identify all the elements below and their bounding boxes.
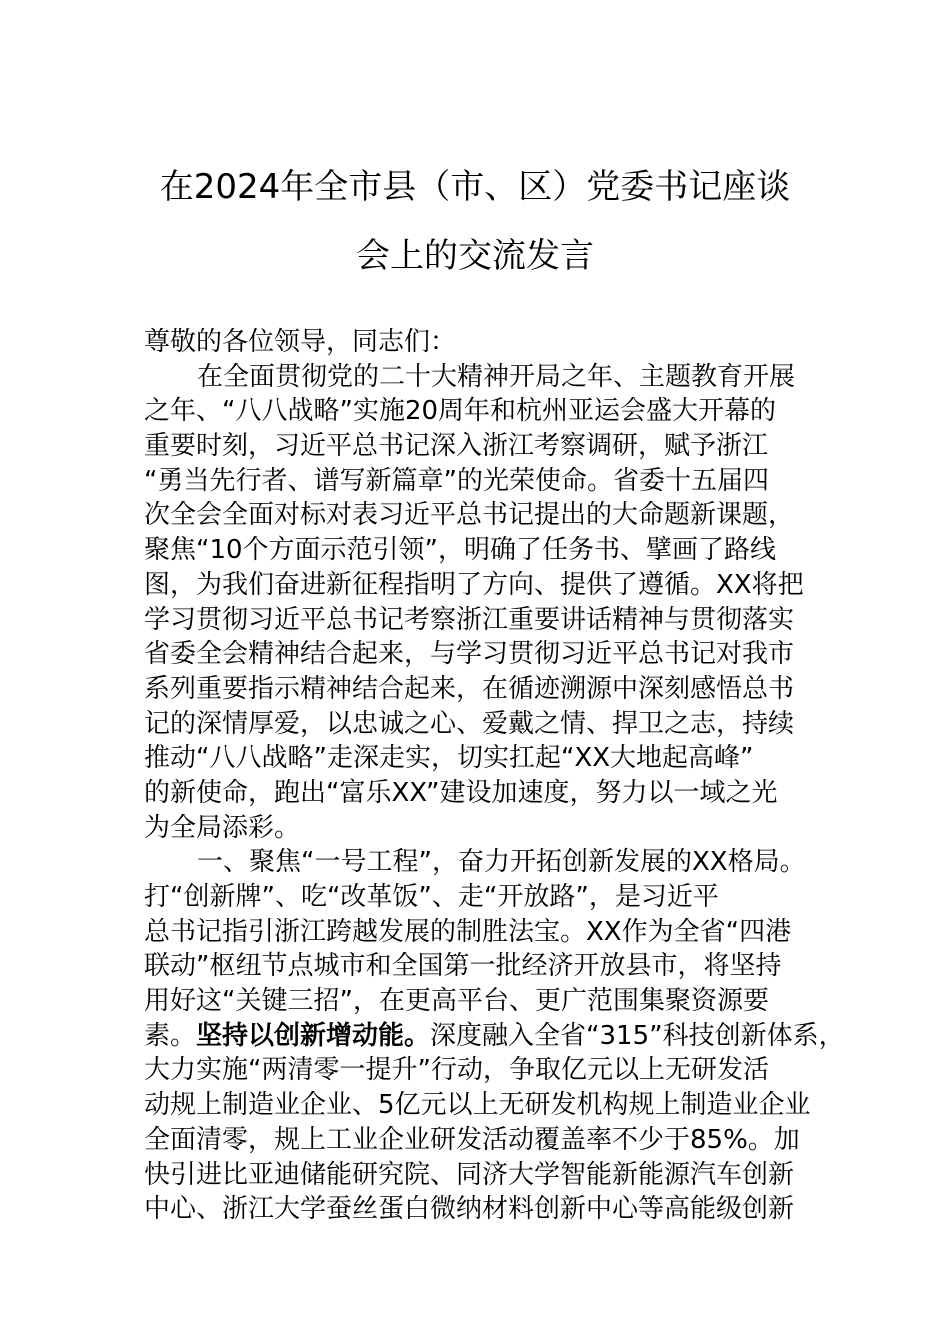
paragraph-line: “勇当先行者、谱写新篇章”的光荣使命。省委十五届四 bbox=[144, 465, 769, 496]
paragraph-line: 推动“八八战略”走深走实，切实扛起“XX大地起高峰” bbox=[144, 743, 754, 774]
paragraph-line: 聚焦“10个方面示范引领”，明确了任务书、擘画了路线 bbox=[144, 535, 777, 566]
paragraph-line: 大力实施“两清零一提升”行动，争取亿元以上无研发活 bbox=[144, 1055, 769, 1086]
paragraph-line: 系列重要指示精神结合起来，在循迹溯源中深刻感悟总书 bbox=[144, 673, 795, 704]
paragraph-1 bbox=[144, 360, 834, 846]
document-title-line-1: 在2024年全市县（市、区）党委书记座谈 bbox=[159, 167, 791, 207]
paragraph-line-mixed bbox=[144, 1019, 845, 1054]
paragraph-line: 全面清零，规上工业企业研发活动覆盖率不少于85%。加 bbox=[144, 1124, 800, 1155]
paragraph-line: 记的深情厚爱，以忠诚之心、爱戴之情、捍卫之志，持续 bbox=[144, 708, 795, 739]
text-run: 素。 bbox=[144, 1020, 197, 1051]
paragraph-line: 省委全会精神结合起来，与学习贯彻习近平总书记对我市 bbox=[144, 639, 795, 670]
paragraph-2 bbox=[144, 845, 845, 1227]
text-run: 深度融入全省“315”科技创新体系， bbox=[430, 1020, 845, 1051]
document-body bbox=[144, 325, 845, 1227]
bold-subheading: 坚持以创新增动能。 bbox=[196, 1020, 431, 1051]
greeting: 尊敬的各位领导，同志们： bbox=[144, 327, 457, 357]
paragraph-line: 次全会全面对标对表习近平总书记提出的大命题新课题， bbox=[144, 500, 795, 531]
paragraph-line: 中心、浙江大学蚕丝蛋白微纳材料创新中心等高能级创新 bbox=[144, 1194, 795, 1225]
paragraph-line: 联动”枢纽节点城市和全国第一批经济开放县市，将坚持 bbox=[144, 951, 782, 982]
paragraph-line: 用好这“关键三招”，在更高平台、更广范围集聚资源要 bbox=[144, 986, 769, 1017]
paragraph-line: 在全面贯彻党的二十大精神开局之年、主题教育开展 bbox=[197, 361, 796, 392]
document-title-line-2: 会上的交流发言 bbox=[356, 236, 594, 276]
paragraph-line: 之年、“八八战略”实施20周年和杭州亚运会盛大开幕的 bbox=[144, 396, 777, 427]
paragraph-line: 动规上制造业企业、5亿元以上无研发机构规上制造业企业 bbox=[144, 1090, 811, 1121]
paragraph-line: 打“创新牌”、吃“改革饭”、走“开放路”，是习近平 bbox=[144, 882, 719, 912]
paragraph-line: 总书记指引浙江跨越发展的制胜法宝。XX作为全省“四港 bbox=[144, 916, 792, 947]
paragraph-line: 的新使命，跑出“富乐XX”建设加速度，努力以一域之光 bbox=[144, 777, 778, 808]
paragraph-line: 图，为我们奋进新征程指明了方向、提供了遵循。XX将把 bbox=[144, 569, 804, 600]
paragraph-line: 快引进比亚迪储能研究院、同济大学智能新能源汽车创新 bbox=[144, 1159, 795, 1190]
paragraph-line: 为全局添彩。 bbox=[144, 812, 301, 843]
paragraph-line: 学习贯彻习近平总书记考察浙江重要讲话精神与贯彻落实 bbox=[144, 604, 795, 635]
section-heading-1: 一、聚焦“一号工程”，奋力开拓创新发展的XX格局。 bbox=[197, 847, 806, 878]
paragraph-line: 重要时刻，习近平总书记深入浙江考察调研，赋予浙江 bbox=[144, 431, 769, 462]
